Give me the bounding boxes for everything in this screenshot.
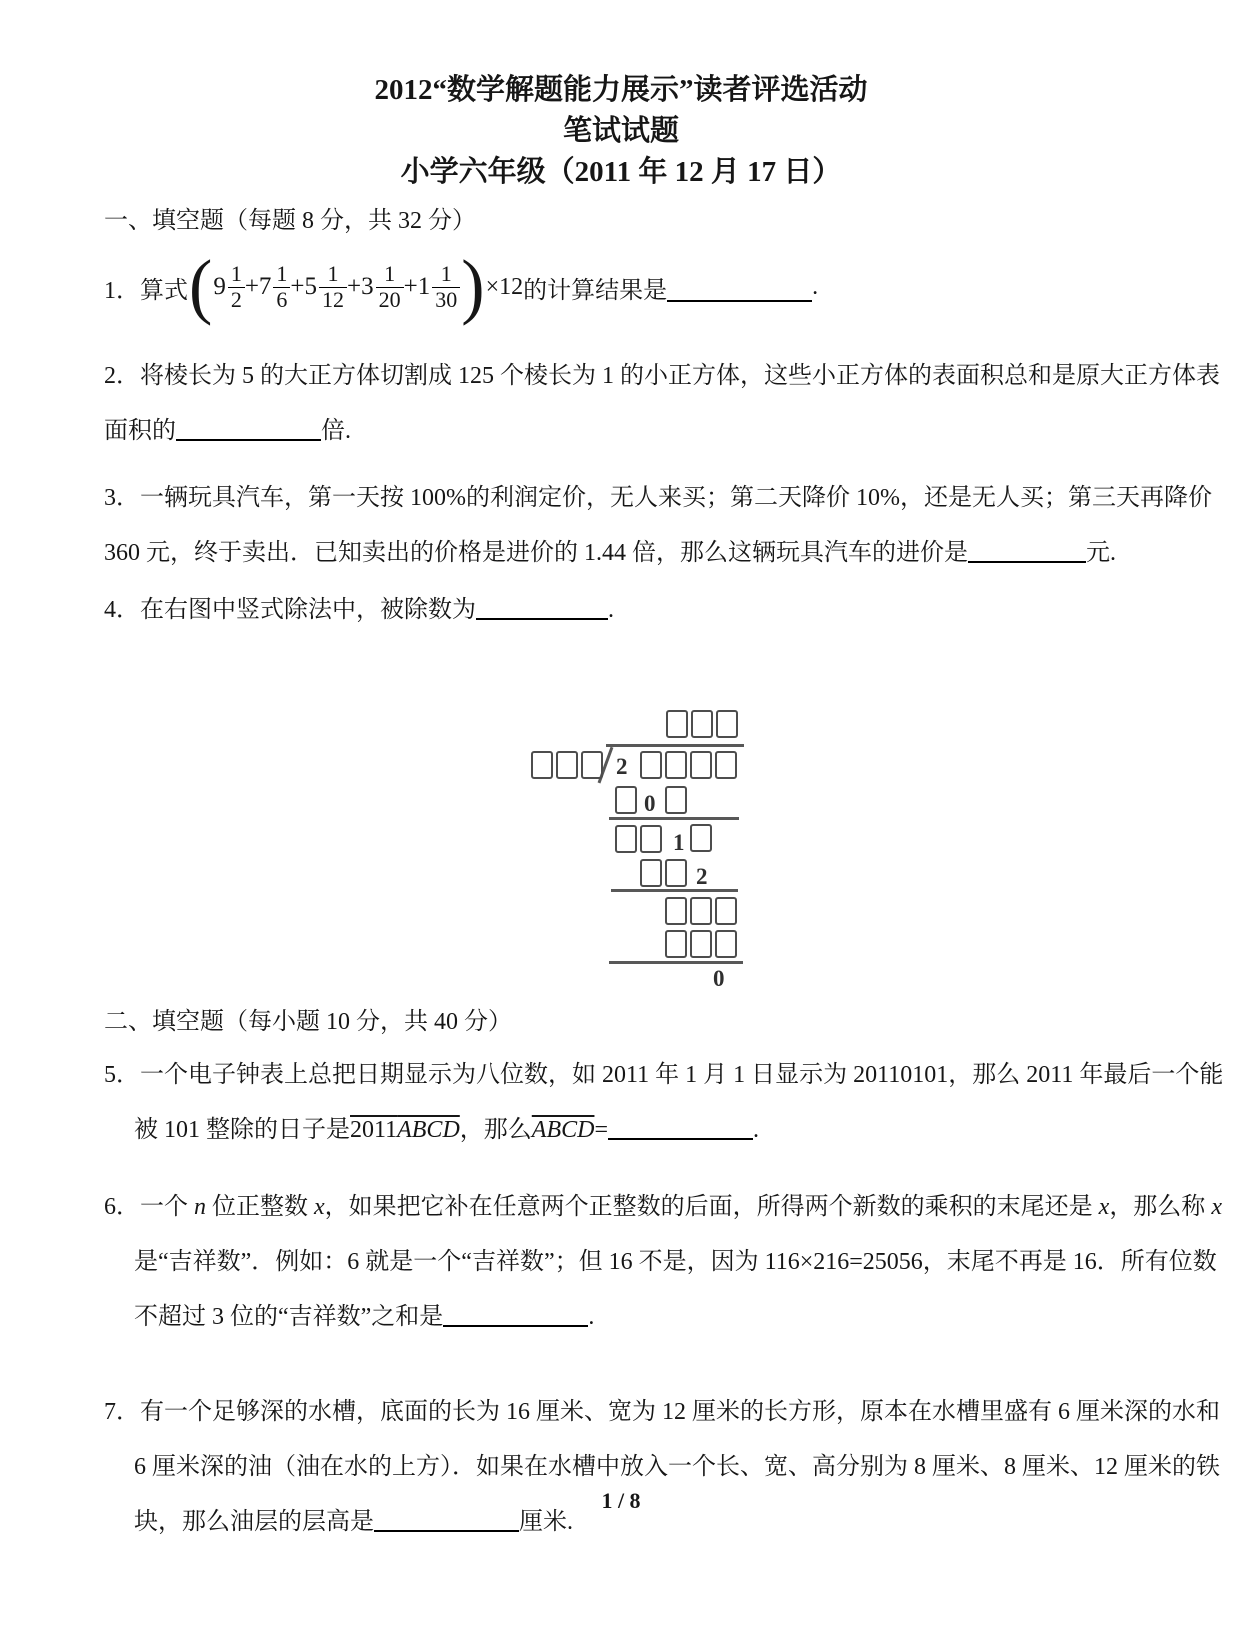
q2-unit: 倍.	[321, 418, 351, 444]
work-digit-box	[665, 897, 687, 925]
q7-line2	[104, 1440, 1220, 1495]
divisor-digit-box	[531, 751, 553, 779]
question-4	[104, 583, 1138, 638]
q5-number: 5．	[104, 1062, 140, 1088]
work-digit-box	[690, 897, 712, 925]
page-number: 1 / 8	[601, 1488, 641, 1513]
q1-tail: 的计算结果是	[523, 277, 668, 304]
q7-number: 7．	[104, 1399, 140, 1425]
subtraction-line	[609, 961, 743, 964]
q1-term2-fraction	[273, 262, 290, 312]
doc-grade-date: 小学六年级（2011 年 12 月 17 日）	[400, 156, 842, 188]
q6-text: ，那么称	[1109, 1194, 1212, 1220]
fraction-numerator: 1	[440, 260, 452, 286]
division-bracket-line	[606, 744, 744, 747]
q4-answer-blank	[476, 595, 608, 620]
q3-line2	[104, 526, 1138, 581]
fraction-numerator: 1	[384, 260, 396, 286]
work-digit-box	[715, 930, 737, 958]
date-variable: ABCD	[397, 1117, 460, 1143]
work-digit-box	[690, 824, 712, 852]
divisor-digit-box	[556, 751, 578, 779]
variable-x: x	[1211, 1194, 1222, 1220]
q6-text: 位正整数	[206, 1194, 314, 1220]
work-digit-box	[665, 786, 687, 814]
quotient-digit-box	[666, 710, 688, 738]
q6-text: ，如果把它补在任意两个正整数的后面，所得两个新数的乘积的末尾还是	[324, 1194, 1099, 1220]
variable-x: x	[314, 1194, 325, 1220]
variable-abcd: ABCD	[531, 1117, 595, 1143]
work-digit-box	[640, 825, 662, 853]
q4-line1	[104, 583, 1138, 638]
q4-period: .	[608, 597, 614, 623]
q1-term5-whole: +1	[403, 273, 431, 300]
open-paren: (	[189, 246, 213, 327]
q5-text2: 被 101 整除的日子是	[134, 1117, 350, 1143]
fraction-numerator: 1	[276, 260, 288, 286]
fraction-numerator: 1	[327, 260, 339, 286]
doc-title: 2012“数学解题能力展示”读者评选活动	[374, 74, 868, 106]
work-digit-box	[615, 825, 637, 853]
work-digit-box	[690, 930, 712, 958]
q7-line1	[104, 1385, 1220, 1440]
close-paren: )	[461, 246, 485, 327]
q4-number: 4．	[104, 597, 140, 623]
q6-line2	[104, 1235, 1217, 1290]
q5-text3: ，那么	[459, 1117, 532, 1143]
fraction-denominator: 12	[319, 287, 347, 313]
q1-lead: 算式	[140, 277, 188, 304]
work-digit-box	[665, 859, 687, 887]
work-digit-box	[640, 859, 662, 887]
q6-text2: 是“吉祥数”．例如：6 就是一个“吉祥数”；但 16 不是，因为 116×216=25056，末尾不再是 16．所有位数	[134, 1249, 1217, 1275]
section1-heading: 一、填空题（每题 8 分，共 32 分）	[104, 208, 476, 234]
q2-line2	[104, 404, 1138, 459]
fraction-denominator: 20	[376, 287, 404, 313]
figure-digit-sub1: 0	[644, 791, 656, 816]
dividend-digit-box	[665, 751, 687, 779]
q7-unit: 厘米.	[519, 1509, 573, 1535]
q1-term5-fraction	[432, 262, 460, 312]
q1-term4-whole: +3	[347, 273, 374, 300]
q1-term1-whole: 9	[213, 273, 226, 300]
q6-line1	[104, 1180, 1222, 1235]
q5-line1	[104, 1048, 1224, 1103]
q2-line1	[104, 349, 1220, 404]
subtraction-line	[609, 817, 739, 820]
dividend-digit-box	[690, 751, 712, 779]
q5-line2	[104, 1103, 1138, 1158]
q3-text2: 360 元，终于卖出．已知卖出的价格是进价的 1.44 倍，那么这辆玩具汽车的进价是	[104, 540, 968, 566]
q1-term3-fraction	[319, 262, 347, 312]
q7-text2: 6 厘米深的油（油在水的上方）．如果在水槽中放入一个长、宽、高分别为 8 厘米、8 厘米、12 厘米的铁	[134, 1454, 1220, 1480]
fraction-denominator: 30	[432, 287, 460, 313]
q5-text: 一个电子钟表上总把日期显示为八位数，如 2011 年 1 月 1 日显示为 20110101，那么 2011 年最后一个能	[140, 1062, 1224, 1088]
q5-answer-blank	[608, 1115, 753, 1140]
overlined-variable	[532, 1117, 595, 1143]
q6-answer-blank	[443, 1302, 588, 1327]
q2-answer-blank	[176, 416, 321, 441]
doc-subtitle: 笔试试题	[562, 115, 679, 147]
q6-text: 一个	[140, 1194, 194, 1220]
work-digit-box	[715, 897, 737, 925]
fraction-denominator: 2	[228, 287, 245, 313]
question-2	[104, 349, 1220, 459]
q3-unit: 元.	[1086, 540, 1116, 566]
date-year: 2011	[350, 1117, 398, 1143]
long-division-figure	[496, 662, 746, 994]
divisor-digit-box	[581, 751, 603, 779]
q1-answer-blank	[667, 278, 812, 303]
work-digit-box	[665, 930, 687, 958]
quotient-digit-box	[691, 710, 713, 738]
q2-number: 2．	[104, 363, 140, 389]
dividend-digit-box	[640, 751, 662, 779]
q3-line1	[104, 471, 1212, 526]
q3-number: 3．	[104, 485, 140, 511]
q1-multiplier: ×12	[485, 273, 524, 300]
overlined-date-expression	[350, 1117, 460, 1143]
question-5	[104, 1048, 1224, 1158]
figure-digit-final-remainder: 0	[713, 966, 725, 991]
variable-x: x	[1098, 1194, 1110, 1220]
q6-line3	[104, 1290, 1138, 1345]
question-7	[104, 1385, 1220, 1550]
q6-number: 6．	[104, 1194, 140, 1220]
section2-heading: 二、填空题（每小题 10 分，共 40 分）	[104, 1009, 512, 1035]
q6-period: .	[588, 1304, 595, 1330]
fraction-numerator: 1	[230, 260, 242, 286]
quotient-digit-box	[716, 710, 738, 738]
q7-text3: 块，那么油层的层高是	[134, 1509, 374, 1535]
q3-text: 一辆玩具汽车，第一天按 100%的利润定价，无人来买；第二天降价 10%，还是无人买；第三天再降价	[140, 485, 1212, 511]
q5-equals: =	[594, 1117, 608, 1143]
q3-answer-blank	[968, 538, 1086, 563]
figure-digit-sub2: 2	[696, 864, 708, 889]
q1-term3-whole: +5	[290, 273, 318, 300]
work-digit-box	[615, 786, 637, 814]
q7-text: 有一个足够深的水槽，底面的长为 16 厘米、宽为 12 厘米的长方形，原本在水槽里盛有 6 厘米深的水和	[140, 1399, 1220, 1425]
fraction-denominator: 6	[273, 287, 290, 313]
q2-text: 将棱长为 5 的大正方体切割成 125 个棱长为 1 的小正方体，这些小正方体的表面积总和是原大正方体表	[140, 363, 1220, 389]
q4-text: 在右图中竖式除法中，被除数为	[140, 597, 476, 623]
figure-digit-dividend-lead: 2	[616, 754, 628, 779]
q1-term4-fraction	[376, 262, 404, 312]
figure-digit-rem1: 1	[673, 830, 685, 855]
dividend-digit-box	[715, 751, 737, 779]
q2-text2: 面积的	[104, 418, 176, 444]
question-6	[104, 1180, 1222, 1345]
q1-term1-fraction	[228, 262, 245, 312]
q1-number: 1．	[104, 277, 140, 304]
q6-text3: 不超过 3 位的“吉祥数”之和是	[134, 1304, 444, 1330]
subtraction-line	[611, 889, 738, 892]
q1-period: .	[812, 273, 819, 300]
question-3	[104, 471, 1212, 581]
q1-term2-whole: +7	[244, 273, 272, 300]
variable-n: n	[194, 1194, 206, 1220]
question-1	[104, 247, 1138, 327]
q5-period: .	[753, 1117, 759, 1143]
